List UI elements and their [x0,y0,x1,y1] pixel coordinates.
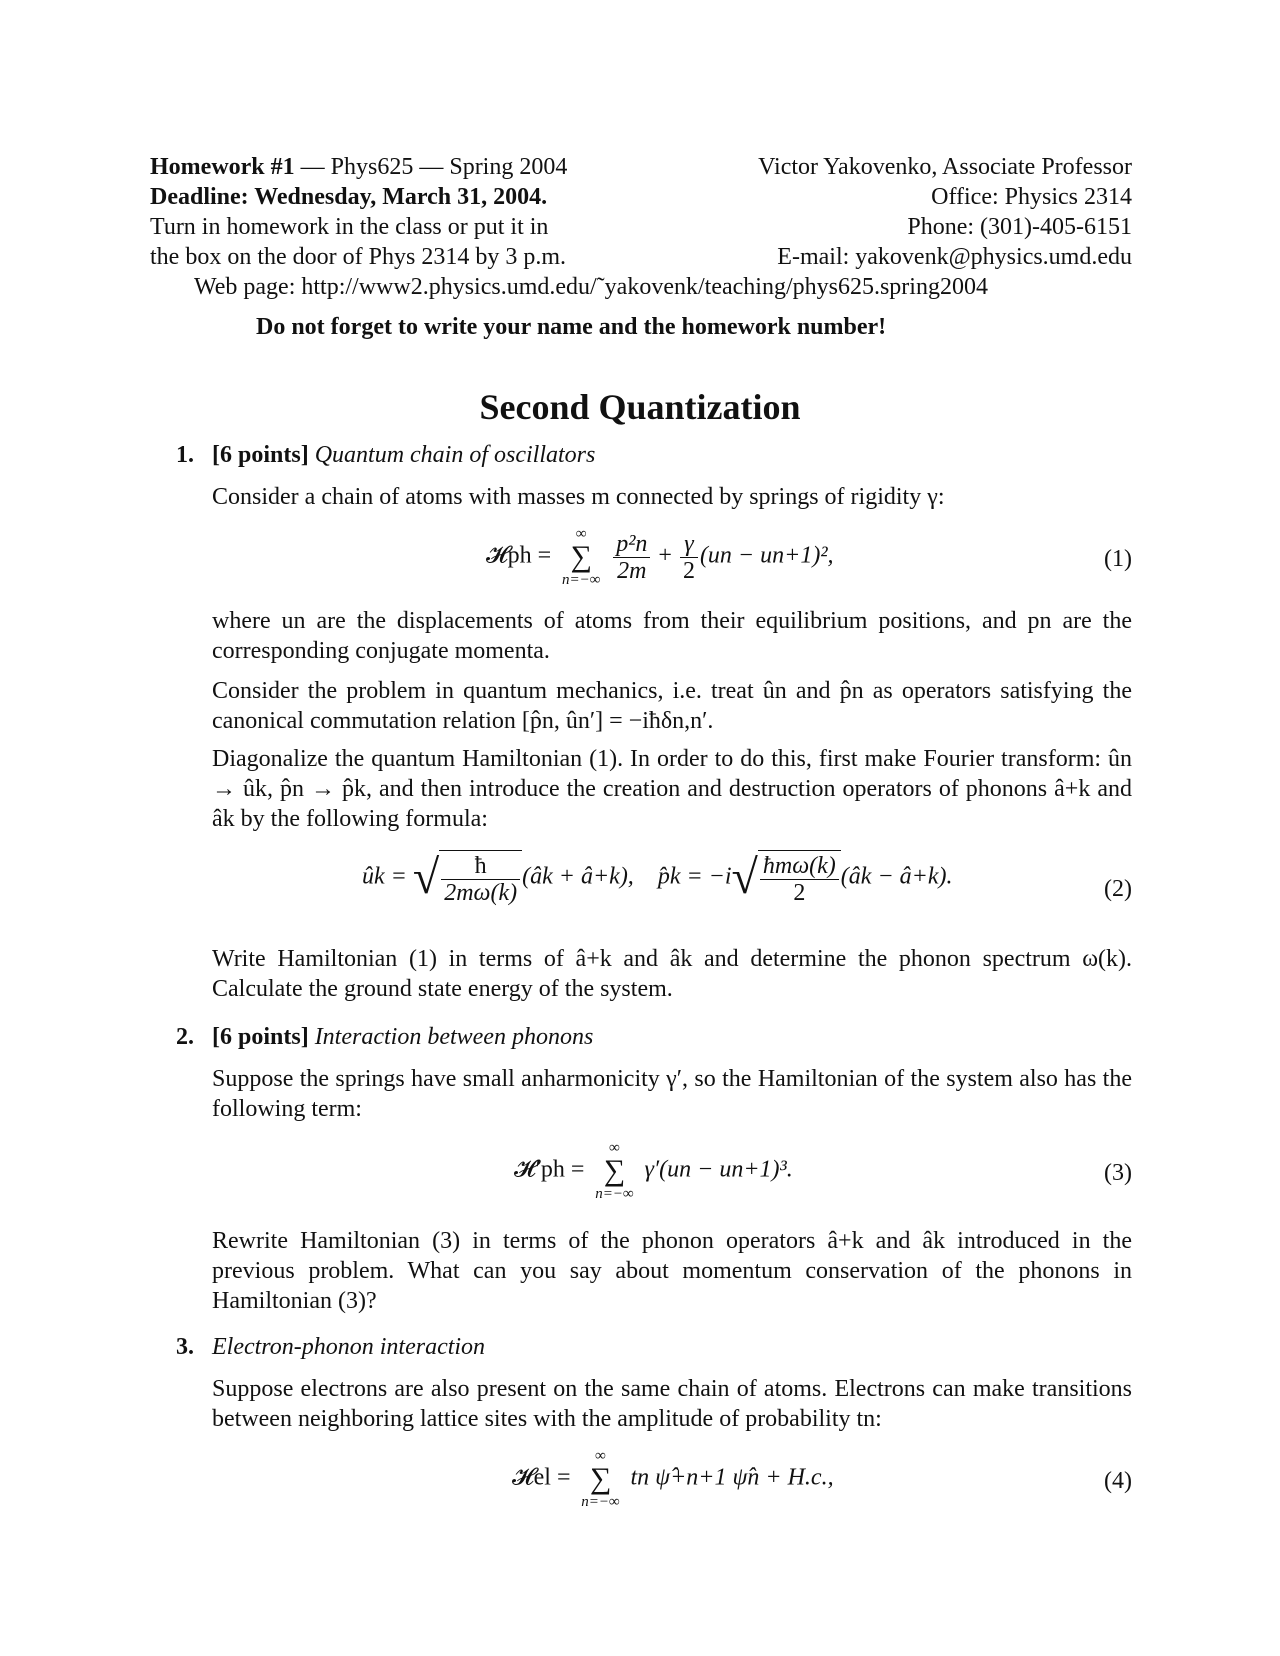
eq1-frac1-den: 2m [617,557,647,584]
eq1-frac2 [680,531,698,584]
instructor-name: Victor Yakovenko, Associate Professor [758,154,1132,180]
eq1-label: (1) [1104,546,1132,572]
eq1-plus: + [658,542,672,569]
header-line-1 [150,152,567,182]
eq2-tail1: (âk + â+k), [522,863,634,890]
problem-1-p3: Consider the problem in quantum mechanics, i.e. treat ûn and p̂n as operators satisfying the canonical commutation relation [p̂n, ûn′] = −iħδn,n′. [212,678,1132,734]
eq4-sum-bottom: n=−∞ [581,1494,620,1510]
reminder: Do not forget to write your name and the homework number! [256,314,887,340]
eq2-frac2-den: 2 [793,880,806,906]
eq4-label: (4) [1104,1468,1132,1494]
eq3-label: (3) [1104,1160,1132,1186]
eq3-tail: γ′(un − un+1)³. [644,1156,793,1183]
deadline: Deadline: Wednesday, March 31, 2004. [150,184,548,210]
eq1-lhs: 𝓗ph = [486,542,552,569]
problem-3-number: 3. [176,1334,194,1360]
problem-2-intro: Suppose the springs have small anharmonicity γ′, so the Hamiltonian of the system also has the following term: [212,1066,1132,1122]
problem-1-number: 1. [176,442,194,468]
eq4-sum-top: ∞ [595,1448,606,1464]
webpage-link[interactable]: Web page: http://www2.physics.umd.edu/˜yakovenk/teaching/phys625.spring2004 [194,274,988,300]
sum-sign: ∑ [570,540,592,573]
eq4-tail: tn ψ̂+n+1 ψ̂n + H.c., [630,1464,834,1491]
problem-3-intro: Suppose electrons are also present on the same chain of atoms. Electrons can make transitions between neighboring lattice sites with the amplitude of probability tn: [212,1376,1132,1432]
eq2-frac2-num: ħmω(k) [760,853,839,880]
equation-2 [362,850,952,906]
eq1-frac1-num: p²n [613,531,650,558]
sum-sign: ∑ [589,1462,612,1495]
equation-4 [512,1448,834,1510]
equation-3 [514,1140,793,1202]
course-term: — Phys625 — Spring 2004 [294,154,568,180]
eq2-tail2: (âk − â+k). [840,863,953,890]
problem-1-intro: Consider a chain of atoms with masses m connected by springs of rigidity γ: [212,484,945,510]
eq2-frac1-num: ħ [441,853,520,880]
equation-1 [486,526,834,588]
eq2-frac1-den: 2mω(k) [444,880,518,906]
eq2-sqrt2 [758,850,841,906]
eq1-sum [557,526,605,588]
problem-1-p4: Diagonalize the quantum Hamiltonian (1). In order to do this, first make Fourier transform: ûn → ûk, p̂n → p̂k, and then introduce the creation and destruction operators of phonons â+k and âk by the following formula: [212,746,1132,832]
problem-1-heading [212,442,595,469]
eq1-frac2-den: 2 [682,557,695,584]
eq3-sum-bottom: n=−∞ [595,1186,634,1202]
eq2-lhs2: p̂k = −i [657,863,732,890]
eq1-tail: (un − un+1)², [699,542,834,569]
eq3-lhs: 𝓗′ph = [514,1156,585,1183]
eq2-label: (2) [1104,876,1132,902]
sum-sign: ∑ [603,1154,626,1187]
problem-1-title: Quantum chain of oscillators [314,442,596,468]
eq2-frac1 [441,853,520,906]
eq2-lhs1: ûk = [362,863,407,890]
eq1-frac2-num: γ [680,531,698,558]
eq2-frac2 [760,853,839,906]
page-title: Second Quantization [479,387,801,427]
eq4-sum [577,1448,625,1510]
problem-2-points: [6 points] [212,1024,309,1050]
eq1-frac1 [613,531,650,584]
problem-1-p2: where un are the displacements of atoms from their equilibrium positions, and pn are the corresponding conjugate momenta. [212,608,1132,664]
eq1-sum-bottom: n=−∞ [561,572,601,588]
sqrt-sign: √ [412,851,440,904]
eq2-sqrt1 [439,850,522,906]
problem-2-number: 2. [176,1024,194,1050]
problem-1-points: [6 points] [212,442,309,468]
office: Office: Physics 2314 [931,184,1132,210]
problem-2-heading [212,1024,593,1051]
sqrt-sign: √ [731,851,758,904]
problem-1-p5: Write Hamiltonian (1) in terms of â+k and âk and determine the phonon spectrum ω(k). Calculate the ground state energy of the system. [212,946,1132,1002]
homework-number: Homework #1 [150,154,295,180]
problem-3-title: Electron-phonon interaction [212,1334,486,1360]
eq3-sum [590,1140,638,1202]
eq3-sum-top: ∞ [609,1140,620,1156]
turn-in-line-2: the box on the door of Phys 2314 by 3 p.m. [150,244,566,270]
eq4-lhs: 𝓗el = [512,1464,571,1491]
eq1-sum-top: ∞ [575,526,587,542]
turn-in-line-1: Turn in homework in the class or put it in [150,214,549,240]
phone: Phone: (301)-405-6151 [907,214,1132,240]
problem-2-title: Interaction between phonons [314,1024,594,1050]
email: E-mail: yakovenk@physics.umd.edu [777,244,1132,270]
problem-2-p2: Rewrite Hamiltonian (3) in terms of the phonon operators â+k and âk introduced in the previous problem. What can you say about momentum conservation of the phonons in Hamiltonian (3)? [212,1228,1132,1314]
